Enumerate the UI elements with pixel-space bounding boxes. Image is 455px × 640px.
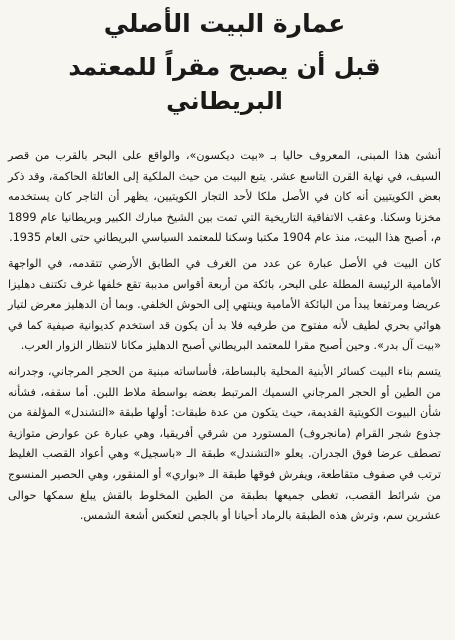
page-title: عمارة البيت الأصلي: [103, 9, 346, 38]
paragraph-history: أنشئ هذا المبنى، المعروف حاليا بـ «بيت ديكسون»، والواقع على البحر بالقرب من قصر السيف، في نهاية القرن التاسع عشر. يتبع البيت من حيث الملكية إلى العائلة الحاكمة، وقد ذكر بعض الكويتيين أنه كان في الأصل ملكا لأحد التجار الكويتيين، يظهر أن التاجر كان يستخدمه مخزنا وسكنا. وعقب الاتفاقية التاريخية التي تمت بين الشيخ مبارك الكبير وبريطانيا عام 1899 م، أصبح هذا البيت، منذ عام 1904 مكتبا وسكنا للمعتمد السياسي البريطاني حتى العام 1935.: [8, 149, 441, 245]
article-body: [8, 146, 441, 527]
page-subtitle: قبل أن يصبح مقراً للمعتمد البريطاني: [68, 53, 381, 115]
title-block: [8, 6, 441, 118]
paragraph-layout: كان البيت في الأصل عبارة عن عدد من الغرف في الطابق الأرضي تتقدمه، في الواجهة الأمامية الرئيسة المطلة على البحر، بائكة من أربعة أقواس مدببة تقع خلفها غرف تكتنف دهليزا عريضا ومرتفعا يبدأ من البائكة الأمامية وينتهي إلى الحوش الخلفي. وبما أن الدهليز معرض لتيار هوائي بحري لطيف لأنه مفتوح من طرفيه فلا بد أن يكون قد استخدم كديوانية صيفية كما في «بيت آل بدر». وحين أصبح مقرا للمعتمد البريطاني أصبح الدهليز مكانا لانتظار الزوار العرب.: [8, 256, 441, 353]
paragraph-construction: يتسم بناء البيت كسائر الأبنية المحلية بالبساطة، فأساساته مبنية من الحجر المرجاني، وجدرانه من الطين أو الحجر المرجاني السميك المرتبط بعضه بواسطة ملاط اللبن. أما سقفه، فشأنه شأن البيوت الكويتية القديمة، حيث يتكون من عدة طبقات: أولها طبقة «التشندل» المؤلفة من جذوع شجر القرام (مانجروف) المستورد من شرقي أفريقيا، وهي عبارة عن عوارض متوازية تصطف عرضا فوق الجدران. يعلو «التشندل» طبقة الـ «باسجيل» وهي أعواد القصب الغليظ ترتب في صفوف متقاطعة، ويفرش فوقها طبقة الـ «بواري» أو المنقور، وهي الحصير المنسوج من شرائط القصب، تغطى جميعها بطبقة من الطين المخلوط بالقش يبلغ سمكها حوالى عشرين سم، وترش هذه الطبقة بالرماد أحيانا أو بالجص لتعكس أشعة الشمس.: [8, 364, 441, 523]
